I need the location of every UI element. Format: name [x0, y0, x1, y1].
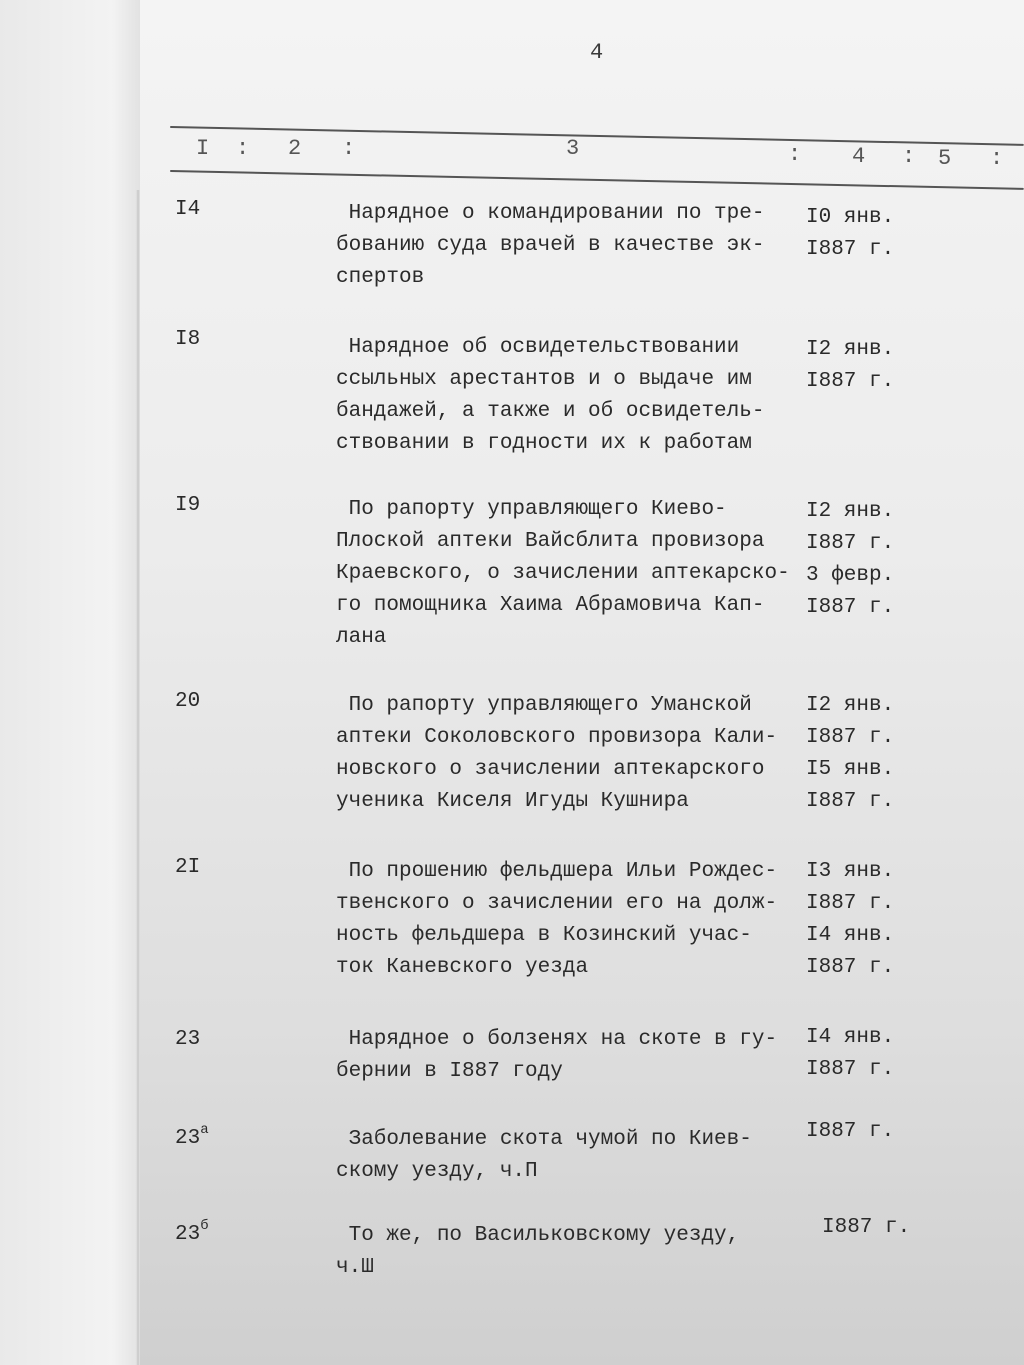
entry-number-suffix: б: [200, 1218, 209, 1234]
column-header-5: 5: [938, 146, 952, 171]
entry-date: I2 янв. I887 г.: [806, 338, 895, 393]
entry-description: По прошению фельдшера Ильи Рождес- твенского о зачислении его на долж- ность фельдшера в Козинский учас- ток Каневского уезда: [336, 860, 778, 979]
column-header-1: I: [196, 136, 210, 161]
entry-date: I4 янв. I887 г.: [806, 1026, 895, 1081]
column-separator: :: [342, 136, 356, 161]
entry-date: I3 янв. I887 г. I4 янв. I887 г.: [806, 860, 895, 979]
left-page-margin: [0, 0, 140, 1365]
column-separator: :: [902, 144, 916, 169]
entry-description: Нарядное о командировании по тре- бованию суда врачей в качестве эк- спертов: [336, 202, 765, 289]
entry-description: Заболевание скота чумой по Киев- скому уезду, ч.П: [336, 1128, 752, 1183]
entry-description: По рапорту управляющего Киево- Плоской аптеки Вайсблита провизора Краевского, о зачислении аптекарско- го помощника Хаима Абрамовича Кап- лана: [336, 498, 790, 649]
column-header-2: 2: [288, 136, 302, 161]
entry-number: 23: [175, 1028, 201, 1051]
entry-number: $23^б$: [175, 1218, 209, 1246]
entry-date: I0 янв. I887 г.: [806, 206, 895, 261]
entry-date: I887 г.: [806, 1120, 895, 1143]
entry-description: По рапорту управляющего Уманской аптеки Соколовского провизора Кали- новского о зачислении аптекарского ученика Киселя Игуды Кушнира: [336, 694, 778, 813]
header-rule-bottom: [170, 170, 1024, 190]
entry-description: Нарядное о болзенях на скоте в гу- бернии в I887 году: [336, 1028, 778, 1083]
entry-number: I4: [175, 198, 201, 221]
entry-number: I9: [175, 494, 201, 517]
entry-number: $23^а$: [175, 1122, 209, 1150]
column-separator: :: [990, 146, 1004, 171]
entry-date: I2 янв. I887 г. I5 янв. I887 г.: [806, 694, 895, 813]
column-header-3: 3: [566, 136, 580, 161]
entry-description: То же, по Васильковскому уезду, ч.Ш: [336, 1224, 740, 1279]
column-separator: :: [788, 142, 802, 167]
entry-number-suffix: а: [200, 1122, 209, 1138]
column-separator: :: [236, 136, 250, 161]
column-header-4: 4: [852, 144, 866, 169]
page-number: 4: [590, 40, 604, 65]
entry-number: 20: [175, 690, 201, 713]
entry-date: I2 янв. I887 г. 3 февр. I887 г.: [806, 500, 895, 619]
entry-number: I8: [175, 328, 201, 351]
entry-date: I887 г.: [822, 1216, 911, 1239]
page-fold-shadow: [136, 190, 140, 1365]
entry-number: 2I: [175, 856, 201, 879]
entry-description: Нарядное об освидетельствовании ссыльных арестантов и о выдаче им бандажей, а также и об освидетель- ствовании в годности их к работам: [336, 336, 765, 455]
